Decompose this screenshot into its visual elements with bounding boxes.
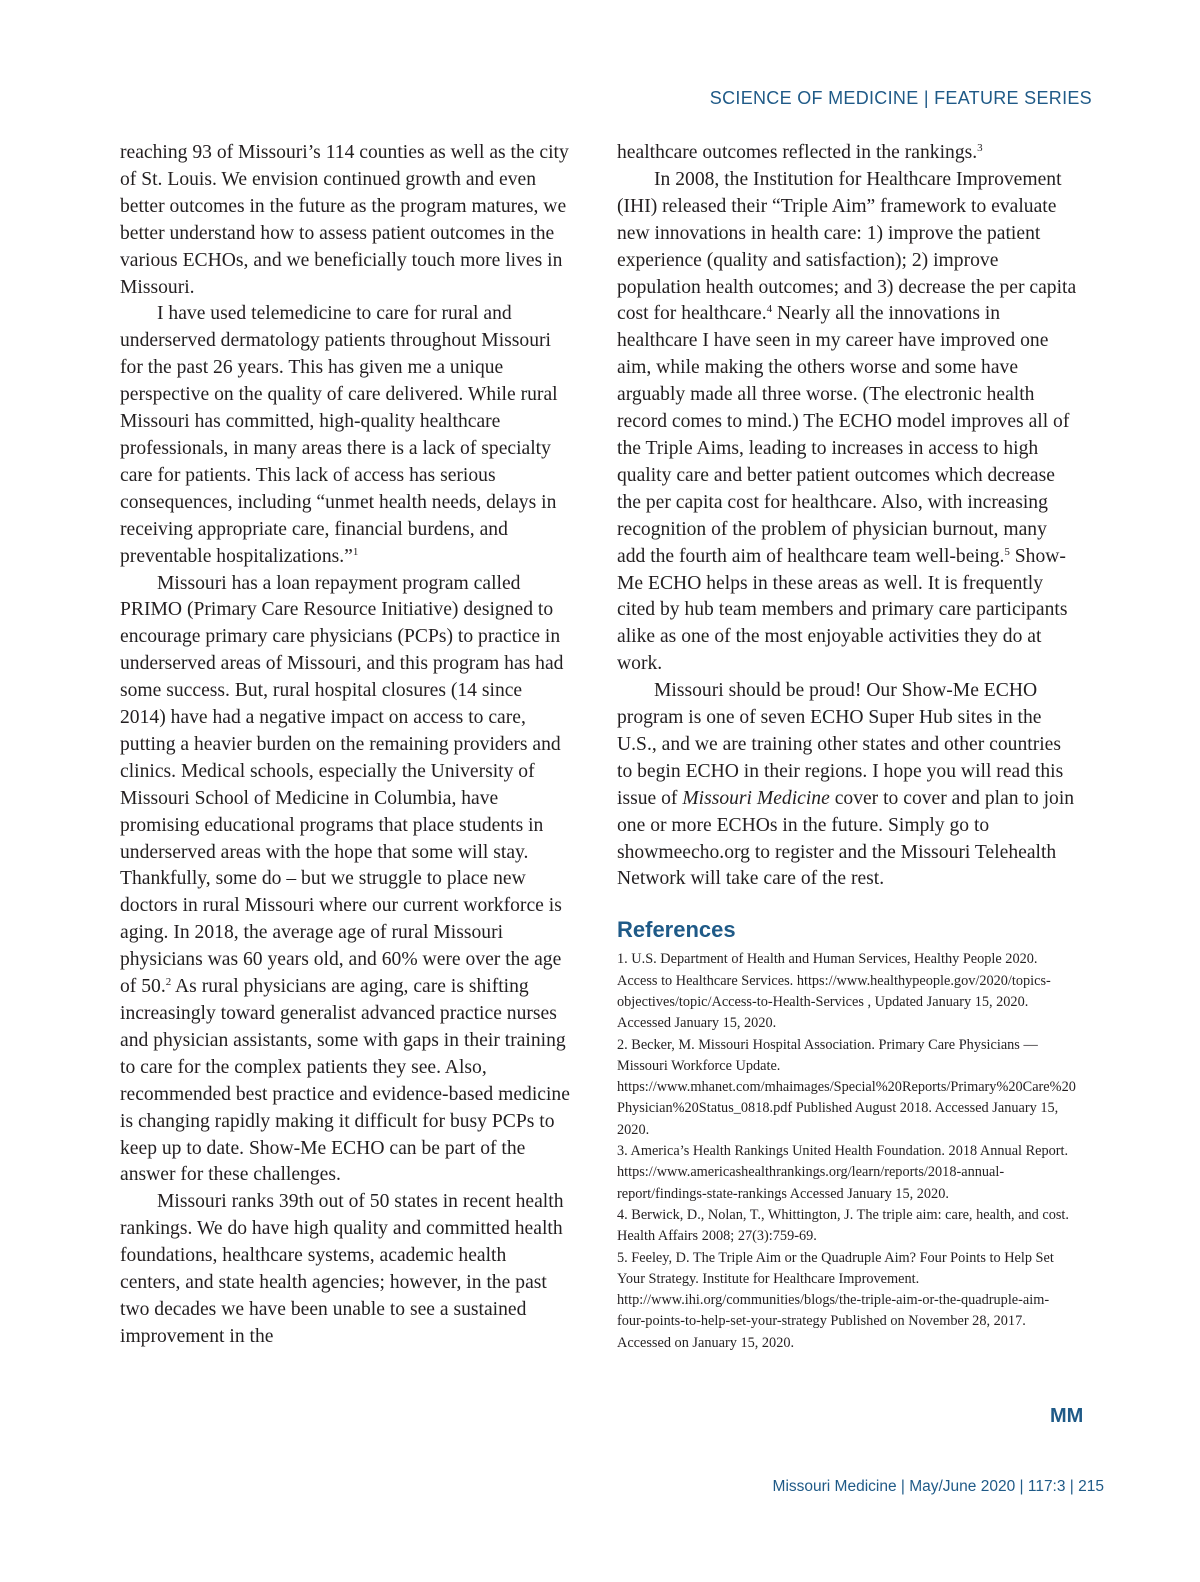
end-mark: MM xyxy=(1050,1405,1084,1427)
citation-marker: 2 xyxy=(165,976,172,989)
paragraph: Missouri has a loan repayment program called PRIMO (Primary Care Resource Initiative) designed to encourage primary care physicians (PCPs) to practice in underserved areas of Missouri, and this program has had some success. But, rural hospital closures (14 since 2014) have had a negative impact on access to care, putting a heavier burden on the remaining providers and clinics. Medical schools, especially the University of Missouri School of Medicine in Columbia, have promising educational programs that place students in underserved areas with the hope that some will stay. Thankfully, some do – but we struggle to place new doctors in rural Missouri where our current workforce is aging. In 2018, the average age of rural Missouri physicians was 60 years old, and 60% were over the age of 50.$^2$ As rural physicians are aging, care is shifting increasingly toward generalist advanced practice nurses and physician assistants, some with gaps in their training to care for the complex patients they see. Also, recommended best practice and evidence-based medicine is changing rapidly making it difficult for busy PCPs to keep up to date. Show-Me ECHO can be part of the answer for these challenges. xyxy=(120,572,570,1186)
citation-marker: 3 xyxy=(977,142,983,154)
paragraph: healthcare outcomes reflected in the rankings.$^3$ xyxy=(617,142,983,163)
paragraph: reaching 93 of Missouri’s 114 counties as well as the city of St. Louis. We envision continued growth and even better outcomes in the future as the program matures, we better understand how to assess patient outcomes in the various ECHOs, and we beneficially touch more lives in Missouri. xyxy=(120,142,569,298)
citation-marker: 5 xyxy=(1004,545,1010,558)
citation-marker: 4 xyxy=(766,303,773,316)
reference-item: 3. America’s Health Rankings United Health Foundation. 2018 Annual Report. https://www.americashealthrankings.org/learn/reports/2018-annual-report/findings-state-rankings Accessed January 15, 2020. xyxy=(617,1143,1069,1202)
reference-item: 5. Feeley, D. The Triple Aim or the Quadruple Aim? Four Points to Help Set Your Strategy. Institute for Healthcare Improvement. http://www.ihi.org/communities/blogs/the-triple-aim-or-the-quadruple-aim-four-points-to-help-set-your-strategy Published on November 28, 2017. Accessed on January 15, 2020. xyxy=(617,1249,1054,1351)
journal-title: Missouri Medicine xyxy=(682,787,830,809)
paragraph: I have used telemedicine to care for rural and underserved dermatology patients throughout Missouri for the past 26 years. This has given me a unique perspective on the quality of care delivered. While rural Missouri has committed, high-quality healthcare professionals, in many areas there is a lack of specialty care for patients. This lack of access has serious consequences, including “unmet health needs, delays in receiving appropriate care, financial burdens, and preventable hospitalizations.”$^1$ xyxy=(120,303,558,567)
section-header: SCIENCE OF MEDICINE | FEATURE SERIES xyxy=(709,88,1092,108)
left-column xyxy=(120,140,570,1351)
paragraph: Missouri should be proud! Our Show-Me ECHO program is one of seven ECHO Super Hub sites in the U.S., and we are training other states and other countries to begin ECHO in their regions. I hope you will read this issue of Missouri Medicine cover to cover and plan to join one or more ECHOs in the future. Simply go to showmeecho.org to register and the Missouri Telehealth Network will take care of the rest. xyxy=(617,680,1075,890)
right-column xyxy=(617,140,1077,1354)
reference-item: 2. Becker, M. Missouri Hospital Association. Primary Care Physicians — Missouri Workforce Update. https://www.mhanet.com/mhaimages/Special%20Reports/Primary%20Care%20Physician%20Status_0818.pdf Published August 2018. Accessed January 15, 2020. xyxy=(617,1036,1076,1138)
paragraph: In 2008, the Institution for Healthcare Improvement (IHI) released their “Triple Aim” framework to evaluate new innovations in health care: 1) improve the patient experience (quality and satisfaction); 2) improve population health outcomes; and 3) decrease the per capita cost for healthcare.$^4$ Nearly all the innovations in healthcare I have seen in my career have improved one aim, while making the others worse and some have arguably made all three worse. (The electronic health record comes to mind.) The ECHO model improves all of the Triple Aims, leading to increases in access to high quality care and better patient outcomes which decrease the per capita cost for healthcare. Also, with increasing recognition of the problem of physician burnout, many add the fourth aim of healthcare team well-being.$^5$ Show-Me ECHO helps in these areas as well. It is frequently cited by hub team members and primary care participants alike as one of the most enjoyable activities they do at work. xyxy=(617,168,1077,675)
reference-item: 4. Berwick, D., Nolan, T., Whittington, J. The triple aim: care, health, and cost. Health Affairs 2008; 27(3):759-69. xyxy=(617,1206,1069,1245)
citation-marker: 1 xyxy=(352,545,359,558)
paragraph: Missouri ranks 39th out of 50 states in recent health rankings. We do have high quality and committed health foundations, healthcare systems, academic health centers, and state health agencies; however, in the past two decades we have been unable to see a sustained improvement in the xyxy=(120,1191,564,1347)
references-heading: References xyxy=(617,917,736,943)
reference-item: 1. U.S. Department of Health and Human Services, Healthy People 2020. Access to Healthcare Services. https://www.healthypeople.gov/2020/topics-objectives/topic/Access-to-Health-Services , Updated January 15, 2020. Accessed January 15, 2020. xyxy=(617,951,1051,1032)
page-footer: Missouri Medicine | May/June 2020 | 117:3 | 215 xyxy=(772,1478,1104,1495)
